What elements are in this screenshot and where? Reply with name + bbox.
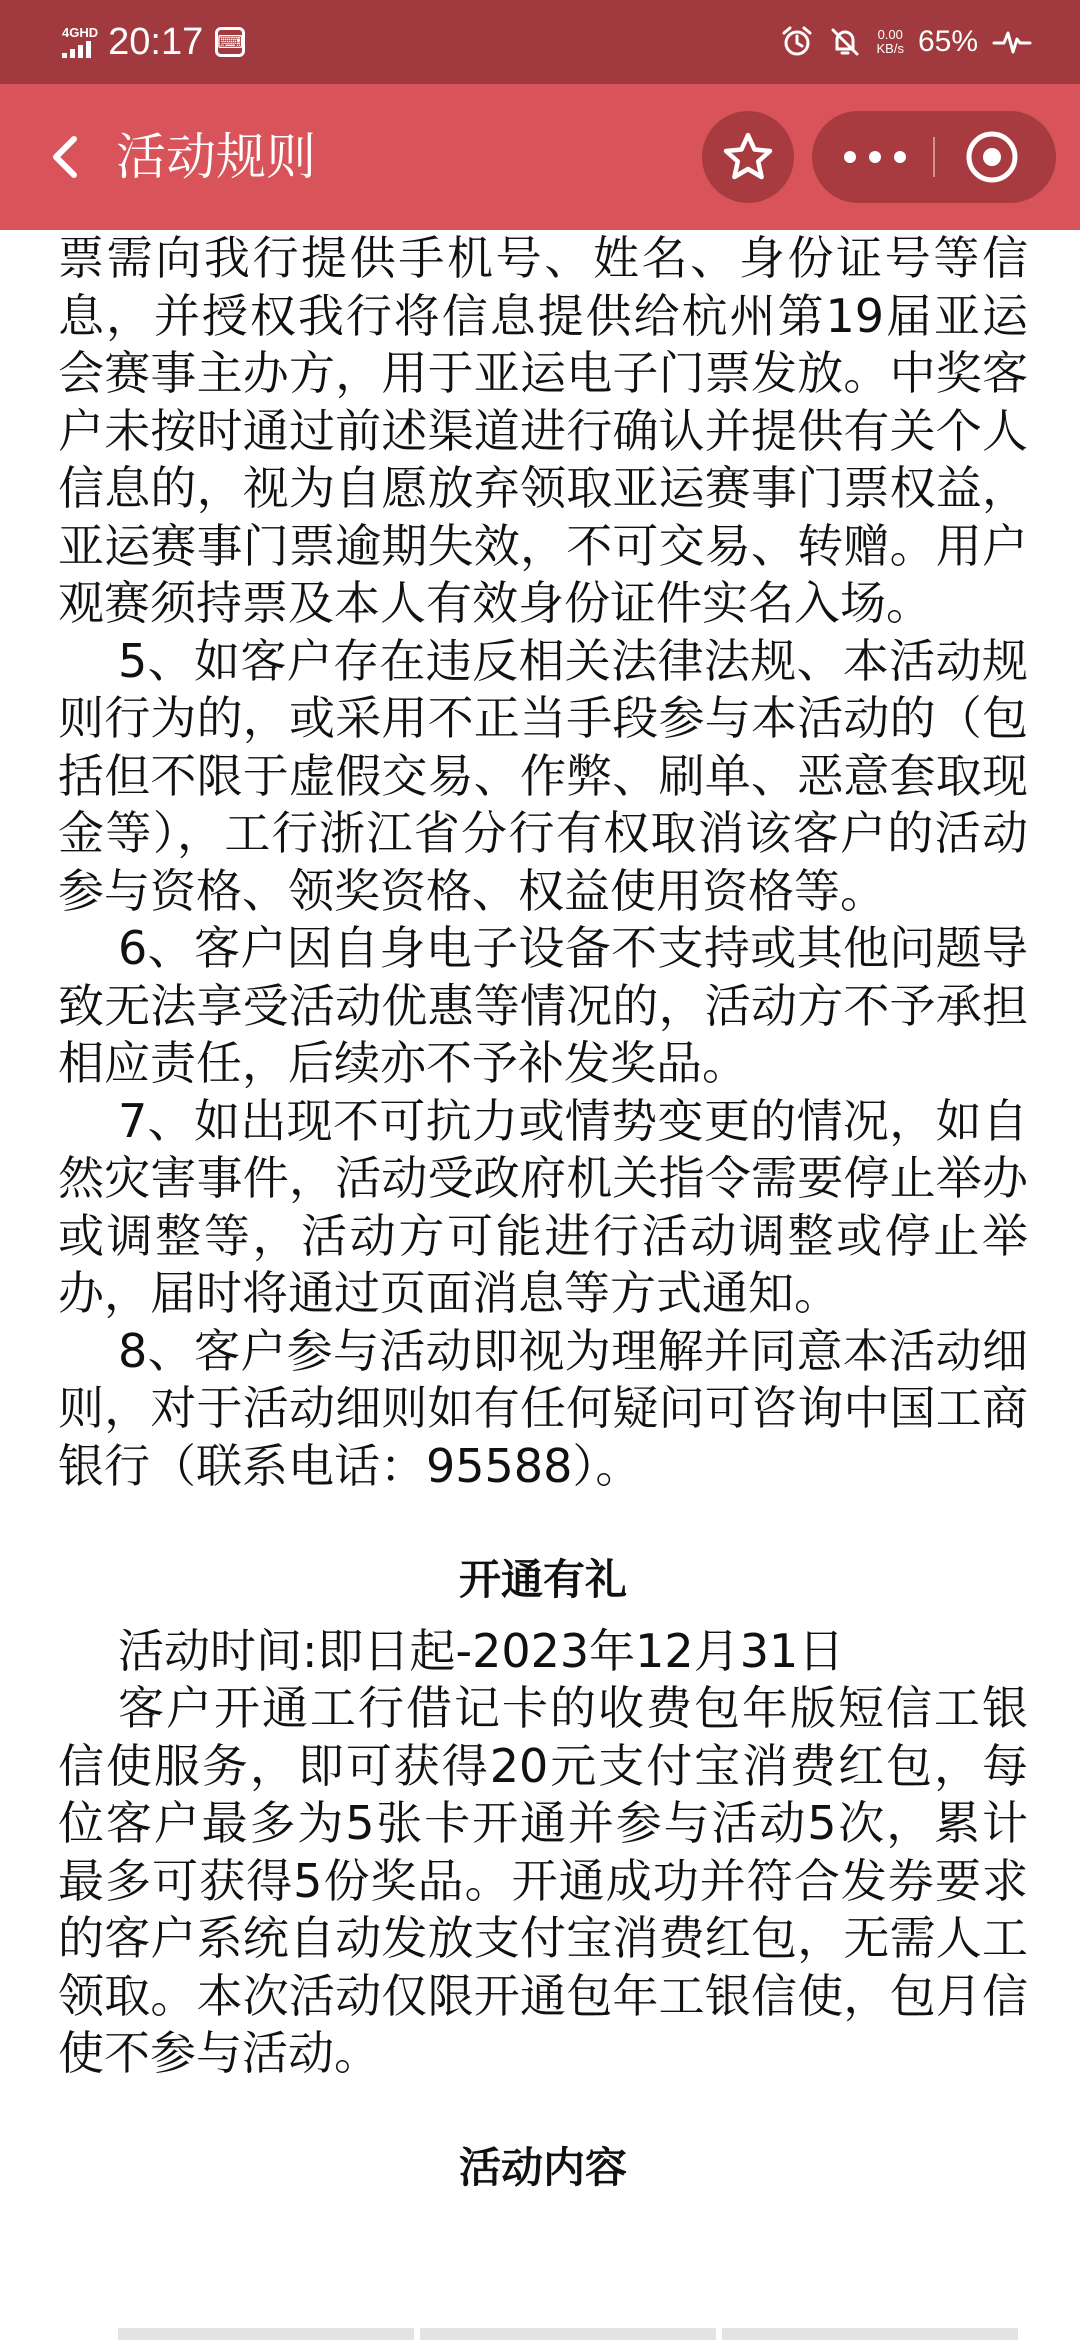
rule-paragraph-ticket: 票需向我行提供手机号、姓名、身份证号等信息，并授权我行将信息提供给杭州第19届亚运会赛事主办方，用于亚运电子门票发放。中奖客户未按时通过前述渠道进行确认并提供有关个人信息的，视为自愿放弃领取亚运赛事门票权益，亚运赛事门票逾期失效，不可交易、转赠。用户观赛须持票及本人有效身份证件实名入场。 xyxy=(58,231,1028,630)
rule-paragraph-6: 6、客户因自身电子设备不支持或其他问题导致无法享受活动优惠等情况的，活动方不予承担相应责任，后续亦不予补发奖品。 xyxy=(58,921,1028,1090)
alarm-icon xyxy=(780,25,814,59)
battery-percent: 65% xyxy=(917,25,978,58)
table-header-partial xyxy=(118,2328,1018,2340)
capsule-divider xyxy=(933,137,935,177)
status-left xyxy=(62,16,245,68)
mute-bell-icon xyxy=(828,25,862,59)
activity-time: 活动时间:即日起-2023年12月31日 xyxy=(118,1623,845,1678)
rule-paragraph-5: 5、如客户存在违反相关法律法规、本活动规则行为的，或采用不正当手段参与本活动的（包括但不限于虚假交易、作弊、刷单、恶意套取现金等），工行浙江省分行有权取消该客户的活动参与资格、领奖资格、权益使用资格等。 xyxy=(58,633,1028,918)
table-header-cell xyxy=(118,2328,414,2340)
network-speed-value: 0.00 xyxy=(877,27,903,42)
rule-paragraph-8: 8、客户参与活动即视为理解并同意本活动细则，对于活动细则如有任何疑问可咨询中国工商银行（联系电话：95588）。 xyxy=(58,1323,1028,1493)
spacer xyxy=(58,1495,1028,1551)
star-icon xyxy=(702,111,794,203)
heartbeat-icon xyxy=(992,27,1032,57)
table-header-cell xyxy=(420,2328,716,2340)
nav-bar xyxy=(0,84,1080,230)
signal-bars-icon xyxy=(62,40,91,58)
network-speed-unit: KB/s xyxy=(876,41,904,56)
back-button[interactable] xyxy=(36,125,100,189)
network-speed xyxy=(876,28,903,56)
rules-content xyxy=(58,230,1028,2196)
network-type-label: 4GHD xyxy=(62,25,99,40)
status-bar xyxy=(0,0,1080,84)
close-mini-program-button[interactable] xyxy=(936,111,1056,203)
keyboard-icon: ⌨ xyxy=(215,27,245,57)
more-dots-icon xyxy=(812,111,932,203)
spacer xyxy=(58,1609,1028,1623)
page-title: 活动规则 xyxy=(116,128,316,186)
status-right xyxy=(780,16,1032,68)
section-title-open-gift: 开通有礼 xyxy=(458,1555,627,1604)
spacer xyxy=(58,2083,1028,2139)
chevron-left-icon xyxy=(36,125,100,189)
section-title-activity-content: 活动内容 xyxy=(458,2142,627,2192)
rule-paragraph-7: 7、如出现不可抗力或情势变更的情况，如自然灾害事件，活动受政府机关指令需要停止举办或调整等，活动方可能进行活动调整或停止举办，届时将通过页面消息等方式通知。 xyxy=(58,1093,1028,1320)
more-button[interactable] xyxy=(812,111,932,203)
table-header-cell xyxy=(722,2328,1018,2340)
favorite-button[interactable] xyxy=(702,111,794,203)
target-close-icon xyxy=(936,111,1056,203)
signal-indicator xyxy=(62,26,98,58)
status-time: 20:17 xyxy=(108,20,204,63)
mini-program-capsule xyxy=(812,111,1056,203)
section-body-open-gift: 客户开通工行借记卡的收费包年版短信工银信使服务，即可获得20元支付宝消费红包，每位客户最多为5张卡开通并参与活动5次，累计最多可获得5份奖品。开通成功并符合发券要求的客户系统自动发放支付宝消费红包，无需人工领取。本次活动仅限开通包年工银信使，包月信使不参与活动。 xyxy=(58,1681,1028,2080)
